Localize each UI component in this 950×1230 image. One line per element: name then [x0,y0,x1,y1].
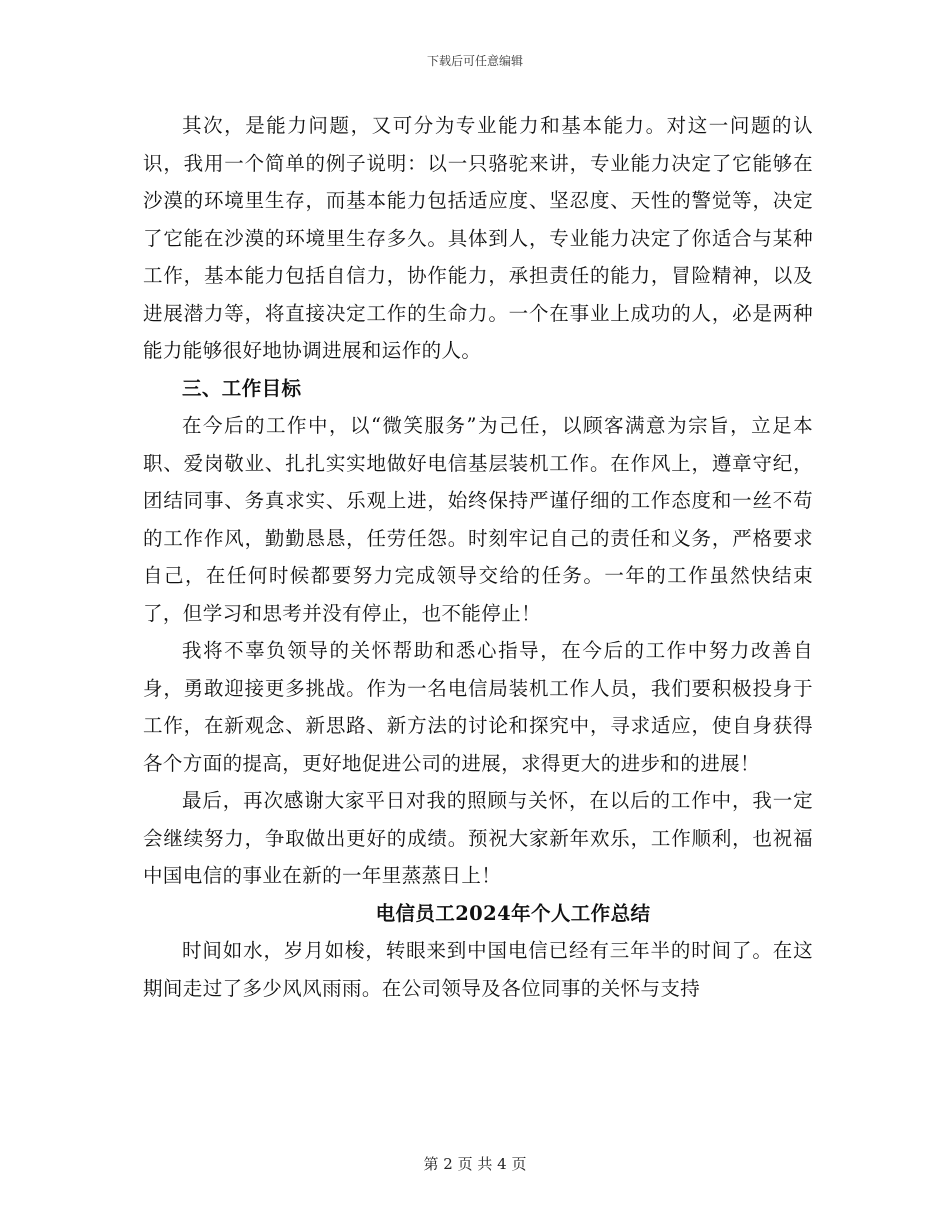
document-body [143,107,813,1007]
paragraph-closing-thanks: 最后，再次感谢大家平日对我的照顾与关怀，在以后的工作中，我一定会继续努力，争取做出更好的成绩。预祝大家新年欢乐，工作顺利，也祝福中国电信的事业在新的一年里蒸蒸日上！ [143,789,813,887]
paragraph-work-goals: 在今后的工作中，以“微笑服务”为己任，以顾客满意为宗旨，立足本职、爱岗敬业、扎扎实实地做好电信基层装机工作。在作风上，遵章守纪，团结同事、务真求实、乐观上进，始终保持严谨仔细的工作态度和一丝不苟的工作作风，勤勤恳恳，任劳任怨。时刻牢记自己的责任和义务，严格要求自己，在任何时候都要努力完成领导交给的任务。一年的工作虽然快结束了，但学习和思考并没有停止，也不能停止！ [143,414,813,625]
page-number: 第 2 页 共 4 页 [423,1155,527,1173]
section-heading-work-goals: 三、工作目标 [182,376,302,400]
paragraph-intro: 时间如水，岁月如梭，转眼来到中国电信已经有三年半的时间了。在这期间走过了多少风风雨雨。在公司领导及各位同事的关怀与支持 [143,939,813,1000]
paragraph-self-improvement: 我将不辜负领导的关怀帮助和悉心指导，在今后的工作中努力改善自身，勇敢迎接更多挑战。作为一名电信局装机工作人员，我们要积极投身于工作，在新观念、新思路、新方法的讨论和探究中，寻求适应，使自身获得各个方面的提高，更好地促进公司的进展，求得更大的进步和的进展！ [143,639,813,775]
paragraph-ability: 其次，是能力问题，又可分为专业能力和基本能力。对这一问题的认识，我用一个简单的例子说明：以一只骆驼来讲，专业能力决定了它能够在沙漠的环境里生存，而基本能力包括适应度、坚忍度、天性的警觉等，决定了它能在沙漠的环境里生存多久。具体到人，专业能力决定了你适合与某种工作，基本能力包括自信力，协作能力，承担责任的能力，冒险精神，以及进展潜力等，将直接决定工作的生命力。一个在事业上成功的人，必是两种能力能够很好地协调进展和运作的人。 [143,114,813,362]
document-title: 电信员工2024年个人工作总结 [375,901,651,925]
page-header: 下载后可任意编辑 [426,54,523,68]
